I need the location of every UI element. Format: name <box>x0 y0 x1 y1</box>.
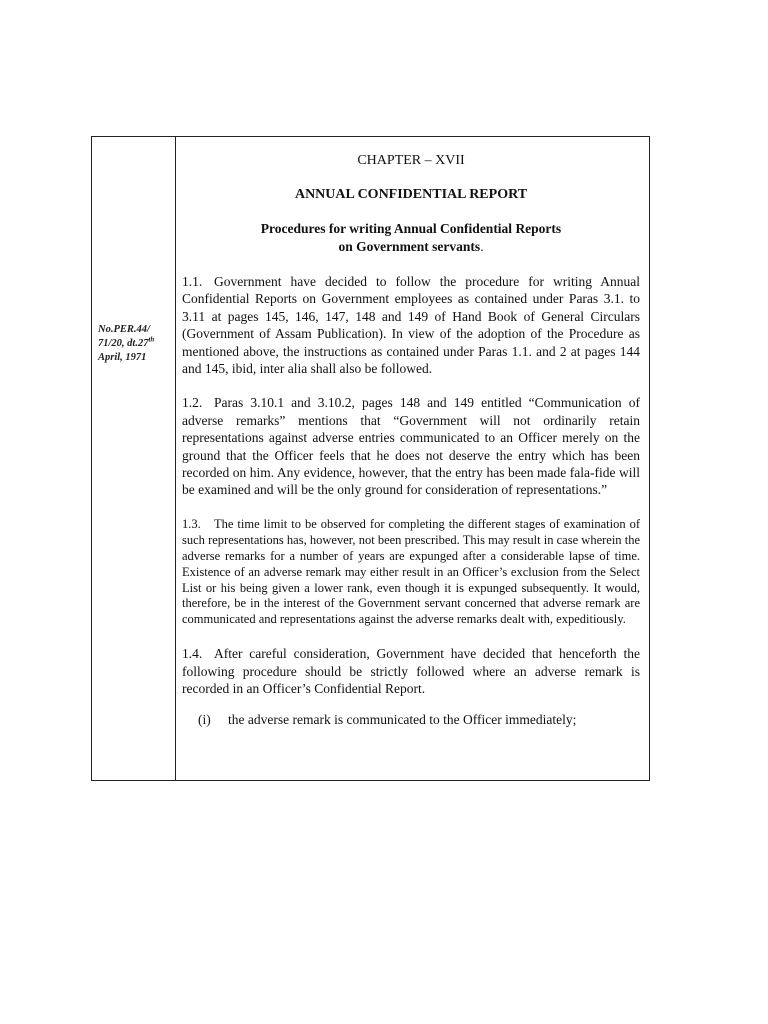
chapter-heading: CHAPTER – XVII <box>357 153 465 168</box>
paragraph-text: The time limit to be observed for completing the different stages of examination of such representations has, however, not been prescribed. This may result in case wherein the adverse remarks for a number of years are expunged after a considerable lapse of time. Existence of an adverse remark may either result in an Officer’s exclusion from the Select List or his being given a lower rank, even though it is expunged subsequently. It would, therefore, be in the interest of the Government servant concerned that adverse remark are communicated and representations against the adverse remarks dealt with, expeditiously. <box>182 516 640 627</box>
subtitle-line-2: on Government servants <box>338 239 481 254</box>
list-item-text: the adverse remark is communicated to the Officer immediately; <box>228 712 577 728</box>
subtitle-period: . <box>480 239 484 254</box>
document-table <box>91 136 650 781</box>
margin-note-superscript: th <box>148 335 155 344</box>
document-title: ANNUAL CONFIDENTIAL REPORT <box>294 187 528 202</box>
paragraph-number: 1.4. <box>182 646 203 662</box>
list-item-number: (i) <box>198 712 211 728</box>
margin-column <box>92 137 176 780</box>
margin-note-line-1: No.PER.44/ <box>98 324 150 335</box>
paragraph-1-1 <box>182 273 640 377</box>
list-item <box>182 711 640 728</box>
paragraph-text: Paras 3.10.1 and 3.10.2, pages 148 and 149 entitled “Communication of adverse remarks” mentions that “Government will not ordinarily retain representations against adverse entries communicated to an Officer merely on the ground that the Officer feels that he does not deserve the entry which has been recorded on him. Any evidence, however, that the entry has been made fala-fide will be examined and will be the only ground for consideration of representations.” <box>182 395 640 498</box>
paragraph-number: 1.2. <box>182 395 203 411</box>
document-subtitle <box>182 220 640 256</box>
paragraph-number: 1.3. <box>182 516 201 531</box>
paragraph-1-2 <box>182 394 640 498</box>
paragraph-text: Government have decided to follow the procedure for writing Annual Confidential Reports on Government employees as contained under Paras 3.1. to 3.11 at pages 145, 146, 147, 148 and 149 of Hand Book of General Circulars (Government of Assam Publication). In view of the adoption of the Procedure as mentioned above, the instructions as contained under Paras 1.1. and 2 at pages 144 and 145, ibid, inter alia shall also be followed. <box>182 274 640 377</box>
paragraph-1-3 <box>182 517 640 628</box>
content-column <box>176 137 649 780</box>
margin-note-line-3: April, 1971 <box>98 352 147 363</box>
paragraph-1-4 <box>182 645 640 697</box>
margin-note-line-2: 71/20, dt.27 <box>98 338 149 349</box>
subtitle-line-1: Procedures for writing Annual Confidential Reports <box>260 221 562 236</box>
paragraph-text: After careful consideration, Government have decided that henceforth the following procedure should be strictly followed where an adverse remark is recorded in an Officer’s Confidential Report. <box>182 646 640 697</box>
margin-reference-note <box>98 323 172 365</box>
paragraph-number: 1.1. <box>182 274 203 289</box>
